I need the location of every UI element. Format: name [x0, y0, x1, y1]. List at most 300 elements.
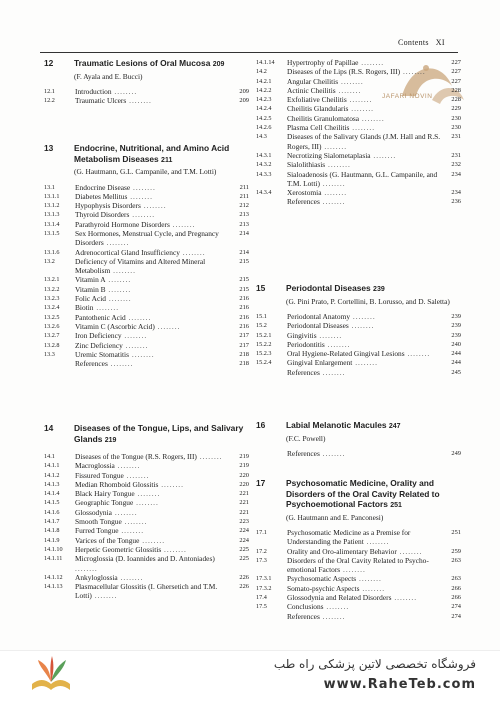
leader-dots: ........ — [114, 461, 141, 471]
leader-dots: ........ — [319, 611, 346, 621]
entry-page: 232 — [451, 161, 461, 169]
entry-label: Median Rhomboid Glossitis ........ — [75, 479, 184, 489]
toc-entry[interactable] — [256, 197, 461, 206]
entry-label: Periodontal Anatomy ........ — [287, 312, 376, 321]
chapter-heading[interactable] — [44, 58, 249, 81]
leader-dots: ........ — [321, 141, 348, 151]
entry-label: Folic Acid ........ — [75, 294, 132, 304]
entry-page: 213 — [239, 220, 249, 228]
entry-number: 17.5 — [256, 603, 267, 611]
entry-page: 239 — [451, 313, 461, 320]
leader-dots: ........ — [349, 123, 376, 133]
toc-entry[interactable] — [44, 303, 249, 312]
toc-entry[interactable] — [44, 229, 249, 248]
chapter-body — [74, 58, 249, 81]
leader-dots: ........ — [350, 312, 376, 321]
entry-page: 274 — [451, 612, 461, 620]
header-rule — [40, 52, 458, 53]
entry-list — [256, 58, 461, 207]
leader-dots: ........ — [348, 104, 375, 114]
toc-entry[interactable] — [44, 554, 249, 573]
leader-dots: ........ — [126, 96, 152, 106]
entry-page: 231 — [451, 151, 461, 159]
entry-page: 218 — [239, 360, 249, 368]
entry-page: 230 — [451, 114, 461, 122]
toc-section — [44, 423, 249, 601]
entry-page: 266 — [451, 594, 461, 602]
entry-label: Conclusions ........ — [287, 602, 350, 612]
toc-entry[interactable] — [256, 358, 461, 367]
entry-number: 14.2.6 — [256, 124, 272, 132]
entry-label: Zinc Deficiency ........ — [75, 340, 149, 350]
entry-label: Psychosomatic Aspects ........ — [287, 574, 382, 584]
toc-entry[interactable] — [256, 114, 461, 123]
toc-section — [256, 58, 461, 207]
entry-number: 13.3 — [44, 350, 55, 358]
entry-number: 14.1.13 — [44, 583, 63, 591]
leader-dots: ........ — [139, 535, 166, 545]
entry-label: Gingivitis ........ — [287, 330, 343, 340]
toc-entry[interactable] — [256, 132, 461, 151]
leader-dots: ........ — [323, 602, 350, 612]
entry-label: Thyroid Disorders ........ — [75, 210, 156, 220]
leader-dots: ........ — [161, 544, 187, 554]
toc-entry[interactable] — [44, 210, 249, 219]
entry-page: 216 — [239, 313, 249, 321]
entry-number: 13.1.3 — [44, 211, 60, 219]
toc-entry[interactable] — [256, 368, 461, 377]
entry-page: 224 — [239, 527, 249, 535]
leader-dots: ........ — [122, 340, 149, 350]
toc-entry[interactable] — [44, 545, 249, 554]
toc-entry[interactable] — [44, 322, 249, 331]
leader-dots: ........ — [133, 498, 159, 508]
entry-page: 230 — [451, 124, 461, 132]
leader-dots: ........ — [154, 321, 181, 331]
leader-dots: ........ — [316, 330, 343, 340]
entry-label: Microglossia (D. Ioannides and D. Antoniades) ........ — [75, 554, 215, 573]
entry-page: 220 — [239, 480, 249, 488]
toc-entry[interactable] — [44, 294, 249, 303]
entry-number: 13.1 — [44, 183, 55, 191]
leader-dots: ........ — [358, 58, 385, 67]
leader-dots: ........ — [130, 182, 156, 192]
entry-page: 219 — [239, 453, 249, 460]
header-title: Contents XI — [398, 38, 445, 47]
toc-section — [256, 283, 461, 377]
entry-page: 227 — [451, 68, 461, 76]
entry-label: Herpetic Geometric Glossitis ........ — [75, 544, 187, 554]
entry-label: Iron Deficiency ........ — [75, 331, 148, 341]
toc-entry[interactable] — [44, 489, 249, 498]
leader-dots: ........ — [325, 160, 351, 170]
entry-label: Vitamin A ........ — [75, 275, 132, 285]
entry-number: 14.3.3 — [256, 170, 272, 178]
chapter-authors: (F. Ayala and E. Bucci) — [74, 71, 143, 81]
entry-list — [44, 87, 249, 106]
leader-dots: ........ — [179, 247, 206, 257]
entry-list — [44, 183, 249, 369]
chapter-body — [286, 420, 461, 443]
leader-dots: ........ — [319, 449, 346, 458]
entry-number: 14.1.12 — [44, 573, 63, 581]
entry-number: 13.2.3 — [44, 295, 60, 303]
entry-label: Deficiency of Vitamins and Altered Mineral Metabolism ........ — [75, 256, 206, 276]
entry-page: 228 — [451, 96, 461, 104]
entry-number: 14.2.4 — [256, 105, 272, 113]
entry-label: Macroglossia ........ — [75, 461, 141, 471]
toc-entry[interactable] — [256, 123, 461, 132]
chapter-heading[interactable] — [44, 143, 249, 177]
leader-dots: ........ — [127, 191, 153, 201]
toc-entry[interactable] — [256, 449, 461, 458]
leader-dots: ........ — [370, 150, 397, 160]
entry-page: 245 — [451, 368, 461, 376]
chapter-number: 14 — [44, 423, 54, 433]
entry-label: Diseases of the Salivary Glands (J.M. Hall and R.S. Rogers, III) ........ — [287, 132, 441, 151]
entry-number: 14.1.14 — [256, 59, 275, 66]
entry-label: Gingival Enlargement ........ — [287, 358, 378, 368]
entry-number — [256, 368, 287, 377]
entry-label: Black Hairy Tongue ........ — [75, 489, 161, 499]
chapter-page: 211 — [161, 156, 173, 164]
toc-entry[interactable] — [256, 95, 461, 104]
toc-entry[interactable] — [44, 192, 249, 201]
toc-entry[interactable] — [44, 313, 249, 322]
chapter-authors: (F.C. Powell) — [286, 433, 326, 443]
toc-entry[interactable] — [44, 96, 249, 105]
toc-entry[interactable] — [256, 312, 461, 321]
toc-entry[interactable] — [256, 556, 461, 575]
leader-dots: ........ — [123, 470, 150, 480]
entry-number: 13.1.6 — [44, 248, 60, 256]
toc-entry[interactable] — [44, 471, 249, 480]
entry-page: 216 — [239, 304, 249, 312]
leader-dots: ........ — [121, 517, 148, 527]
leader-dots: ........ — [91, 591, 118, 601]
chapter-authors: (G. Hautmann and E. Panconesi) — [286, 512, 384, 522]
chapter-heading[interactable] — [256, 420, 461, 443]
footer-banner — [0, 650, 500, 701]
entry-label: Varices of the Tongue ........ — [75, 535, 166, 545]
chapter-page: 219 — [104, 436, 117, 444]
leader-dots: ........ — [196, 452, 223, 461]
leader-dots: ........ — [321, 188, 348, 198]
entry-label: Xerostomia ........ — [287, 188, 348, 198]
leader-dots: ........ — [335, 85, 362, 95]
entry-page: 211 — [239, 192, 249, 200]
toc-entry[interactable] — [256, 612, 461, 621]
toc-entry[interactable] — [44, 350, 249, 359]
entry-number: 14.1.4 — [44, 490, 60, 498]
toc-entry[interactable] — [256, 321, 461, 330]
entry-page: 263 — [451, 556, 461, 564]
entry-number: 17.3.1 — [256, 575, 272, 583]
toc-entry[interactable] — [44, 220, 249, 229]
entry-number: 13.2.4 — [44, 304, 60, 312]
toc-entry[interactable] — [44, 452, 249, 461]
entry-label: Ankyloglossia ........ — [75, 572, 144, 582]
chapter-number: 15 — [256, 283, 266, 293]
leader-dots: ........ — [93, 303, 120, 313]
entry-number: 13.2 — [44, 257, 55, 265]
toc-entry[interactable] — [44, 285, 249, 294]
leader-dots: ........ — [129, 349, 155, 359]
entry-number: 14.1.5 — [44, 499, 60, 507]
toc-entry[interactable] — [44, 582, 249, 601]
entry-label: Periodontal Diseases ........ — [287, 321, 375, 331]
entry-page: 231 — [451, 133, 461, 141]
leader-dots: ........ — [105, 284, 132, 294]
entry-page: 221 — [239, 508, 249, 516]
leader-dots: ........ — [359, 583, 386, 593]
entry-page: 221 — [239, 499, 249, 507]
entry-number: 14.2 — [256, 68, 267, 76]
entry-page: 224 — [239, 536, 249, 544]
entry-number: 14.2.5 — [256, 114, 272, 122]
toc-entry[interactable] — [44, 248, 249, 257]
entry-number: 13.2.6 — [44, 322, 60, 330]
toc-entry[interactable] — [256, 77, 461, 86]
entry-page: 234 — [451, 170, 461, 178]
chapter-heading[interactable] — [44, 423, 249, 446]
entry-label: References ........ — [287, 367, 346, 377]
toc-entry[interactable] — [44, 573, 249, 582]
entry-label: References ........ — [287, 611, 346, 621]
entry-page: 228 — [451, 86, 461, 94]
leader-dots: ........ — [125, 312, 152, 322]
entry-label: References ........ — [287, 449, 346, 458]
leader-dots: ........ — [396, 546, 423, 556]
toc-entry[interactable] — [256, 547, 461, 556]
toc-section — [256, 478, 461, 621]
footer-url[interactable]: www.RaheTeb.com — [323, 677, 476, 692]
entry-label: Geographic Tongue ........ — [75, 498, 159, 508]
toc-entry[interactable] — [256, 86, 461, 95]
entry-number: 15.2.3 — [256, 350, 272, 358]
entry-label: References ........ — [75, 359, 134, 369]
leader-dots: ........ — [105, 275, 132, 285]
entry-page: 217 — [239, 332, 249, 340]
entry-page: 227 — [451, 77, 461, 85]
entry-page: 214 — [239, 248, 249, 256]
entry-page: 215 — [239, 276, 249, 284]
chapter-title: Labial Melanotic Macules 247 — [286, 420, 401, 430]
open-book-logo-icon — [28, 654, 74, 696]
entry-label: Cheilitis Granulomatosa ........ — [287, 113, 385, 123]
entry-number: 17.2 — [256, 547, 267, 555]
entry-label: Orality and Oro-alimentary Behavior ........ — [287, 546, 423, 556]
entry-label: Introduction ........ — [75, 87, 138, 96]
toc-entry[interactable] — [256, 67, 461, 76]
toc-section — [44, 58, 249, 106]
entry-number: 15.2.4 — [256, 359, 272, 367]
entry-number: 13.2.7 — [44, 332, 60, 340]
toc-entry[interactable] — [256, 104, 461, 113]
leader-dots: ........ — [134, 489, 161, 499]
chapter-body — [286, 478, 461, 522]
entry-page: 226 — [239, 573, 249, 581]
toc-entry[interactable] — [44, 480, 249, 489]
toc-entry[interactable] — [44, 359, 249, 368]
toc-entry[interactable] — [44, 508, 249, 517]
entry-label: Biotin ........ — [75, 303, 120, 313]
entry-page: 215 — [239, 285, 249, 293]
entry-label: Oral Hygiene-Related Gingival Lesions ........ — [287, 349, 431, 359]
chapter-page: 251 — [390, 502, 402, 509]
entry-label: Traumatic Ulcers ........ — [75, 96, 152, 106]
leader-dots: ........ — [340, 565, 366, 575]
leader-dots: ........ — [106, 294, 132, 304]
entry-number: 17.3 — [256, 556, 267, 564]
toc-entry[interactable] — [256, 58, 461, 67]
entry-label: Sialolithiasis ........ — [287, 160, 351, 170]
toc-entry[interactable] — [44, 341, 249, 350]
entry-label: References ........ — [287, 197, 346, 207]
leader-dots: ........ — [129, 210, 156, 220]
entry-label: Angular Cheilitis ........ — [287, 76, 364, 86]
leader-dots: ........ — [404, 349, 431, 359]
entry-label: Actinic Cheilitis ........ — [287, 85, 362, 95]
entry-page: 234 — [451, 189, 461, 197]
chapter-body — [74, 143, 249, 177]
entry-page: 251 — [451, 529, 461, 536]
toc-section — [256, 420, 461, 458]
toc-entry[interactable] — [44, 526, 249, 535]
entry-page: 209 — [239, 97, 249, 105]
entry-label: Plasmacellular Glossitis (I. Ghersetich and T.M. Lotti) ........ — [75, 582, 218, 601]
entry-number: 15.2.1 — [256, 331, 272, 339]
toc-entry[interactable] — [44, 461, 249, 470]
chapter-title: Psychosomatic Medicine, Orality and Disorders of the Oral Cavity Related to Psychoemotional Factors 251 — [286, 478, 440, 509]
toc-section — [44, 143, 249, 368]
toc-entry[interactable] — [44, 201, 249, 210]
entry-page: 212 — [239, 202, 249, 210]
chapter-page: 239 — [373, 286, 385, 293]
entry-list — [256, 528, 461, 621]
toc-entry[interactable] — [256, 170, 461, 189]
entry-page: 213 — [239, 211, 249, 219]
chapter-heading[interactable] — [256, 478, 461, 522]
toc-entry[interactable] — [44, 536, 249, 545]
leader-dots: ........ — [121, 331, 148, 341]
toc-entry[interactable] — [256, 528, 461, 547]
entry-number: 14.1.10 — [44, 545, 63, 553]
entry-number — [256, 612, 287, 621]
entry-label: Endocrine Disease ........ — [75, 182, 156, 192]
leader-dots: ........ — [324, 339, 351, 349]
leader-dots: ........ — [346, 95, 373, 105]
entry-label: Diseases of the Tongue (R.S. Rogers, III) ........ — [75, 452, 223, 461]
entry-label: Diseases of the Lips (R.S. Rogers, III) ........ — [287, 67, 426, 77]
toc-entry[interactable] — [44, 498, 249, 507]
entry-number: 13.1.4 — [44, 220, 60, 228]
entry-number: 17.3.2 — [256, 584, 272, 592]
chapter-title: Traumatic Lesions of Oral Mucosa 209 — [74, 58, 225, 68]
entry-page: 236 — [451, 198, 461, 206]
toc-entry[interactable] — [256, 584, 461, 593]
entry-page: 216 — [239, 295, 249, 303]
toc-entry[interactable] — [256, 602, 461, 611]
chapter-heading[interactable] — [256, 283, 461, 306]
toc-entry[interactable] — [44, 183, 249, 192]
entry-label: Adrenocortical Gland Insufficiency ........ — [75, 247, 206, 257]
toc-entry[interactable] — [44, 87, 249, 96]
leader-dots: ........ — [319, 367, 346, 377]
entry-label: Glossodynia and Related Disorders ........ — [287, 593, 418, 603]
leader-dots: ........ — [118, 526, 145, 536]
entry-list — [44, 452, 249, 601]
entry-page: 244 — [451, 350, 461, 358]
chapter-body — [286, 283, 461, 306]
running-header — [0, 38, 500, 52]
entry-label: Necrotizing Sialometaplasia ........ — [287, 150, 397, 160]
toc-entry[interactable] — [256, 340, 461, 349]
chapter-number: 16 — [256, 420, 266, 430]
entry-number: 14.1.9 — [44, 536, 60, 544]
entry-number: 14.1.2 — [44, 471, 60, 479]
toc-entry[interactable] — [44, 331, 249, 340]
toc-entry[interactable] — [256, 151, 461, 160]
entry-number: 13.2.8 — [44, 341, 60, 349]
entry-number: 14.3.4 — [256, 189, 272, 197]
entry-page: 220 — [239, 471, 249, 479]
entry-number: 14.3 — [256, 133, 267, 141]
entry-label: Vitamin C (Ascorbic Acid) ........ — [75, 321, 181, 331]
entry-number: 14.2.3 — [256, 96, 272, 104]
entry-page: 219 — [239, 462, 249, 470]
entry-page: 274 — [451, 603, 461, 611]
entry-number: 12.2 — [44, 97, 55, 105]
entry-page: 259 — [451, 547, 461, 555]
leader-dots: ........ — [356, 574, 382, 584]
entry-number: 12.1 — [44, 88, 55, 95]
leader-dots: ........ — [140, 201, 167, 211]
leader-dots: ........ — [319, 178, 346, 188]
entry-label: Pantothenic Acid ........ — [75, 312, 152, 322]
toc-entry[interactable] — [256, 574, 461, 583]
entry-page: 215 — [239, 257, 249, 265]
entry-number: 14.3.2 — [256, 161, 272, 169]
toc-entry[interactable] — [44, 517, 249, 526]
leader-dots: ........ — [338, 76, 364, 86]
toc-entry[interactable] — [256, 593, 461, 602]
toc-entry[interactable] — [44, 257, 249, 276]
entry-number: 15.2 — [256, 322, 267, 330]
toc-entry[interactable] — [256, 188, 461, 197]
leader-dots: ........ — [400, 67, 426, 77]
leader-dots: ........ — [117, 572, 144, 582]
leader-dots: ........ — [363, 537, 390, 547]
chapter-page: 247 — [388, 423, 401, 430]
entry-number: 17.1 — [256, 529, 267, 536]
entry-page: 209 — [239, 88, 249, 95]
entry-page: 225 — [239, 545, 249, 553]
watermark-text: JAFARI NOVIN — [382, 93, 433, 100]
toc-entry[interactable] — [256, 349, 461, 358]
entry-page: 249 — [451, 450, 461, 457]
entry-number: 14.1.11 — [44, 555, 63, 563]
chapter-title: Periodontal Diseases 239 — [286, 283, 385, 293]
leader-dots: ........ — [169, 219, 196, 229]
toc-entry[interactable] — [44, 275, 249, 284]
entry-number: 13.1.5 — [44, 229, 60, 237]
entry-page: 221 — [239, 490, 249, 498]
toc-entry[interactable] — [256, 331, 461, 340]
entry-label: Hypophysis Disorders ........ — [75, 201, 167, 211]
toc-entry[interactable] — [256, 160, 461, 169]
entry-page: 263 — [451, 575, 461, 583]
